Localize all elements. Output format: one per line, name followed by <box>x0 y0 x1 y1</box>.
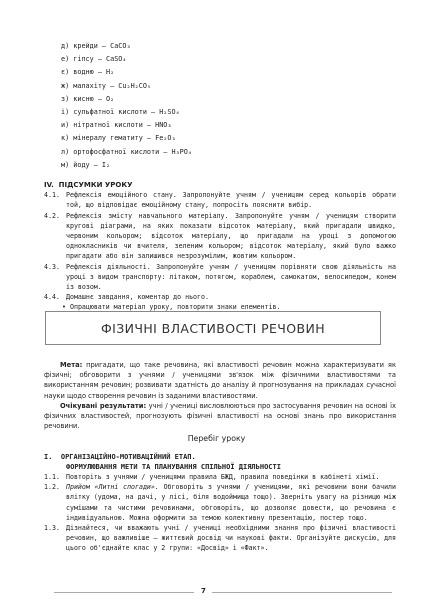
section-heading: IV. ПІДСУМКИ УРОКУ <box>44 181 133 189</box>
lesson-goals <box>44 360 396 431</box>
results-paragraph: Очікувані результати: учні / учениці висловлюються про застосування речовин на основі їх фізичних властивостей, прогнозують фізичні властивості на основі знань про використання речовини. <box>44 401 396 431</box>
lesson-course-heading: Перебіг уроку <box>187 434 246 443</box>
list-item: л) ортофосфатної кислоти — H₃PO₄ <box>61 147 192 156</box>
page-footer <box>0 587 433 597</box>
section-summary <box>44 180 396 313</box>
bullet-item: • Опрацювати матеріал уроку, повторити знаки елементів. <box>44 302 396 312</box>
list-item: 4.4. Домашнє завдання, коментар до нього. <box>44 293 209 302</box>
list-item: 4.3. Рефлексія діяльності. Запропонуйте учням / ученицям порівняти свою діяльність на уроці з видом транспорту: літаком, потягом, кораблем, самокатом, велосипедом, конем із возом. <box>44 262 396 292</box>
section-organization <box>44 452 396 554</box>
list-item: 1.1. Повторіть з учнями / ученицями правила БЖД, правила поведінки в кабінеті хімії. <box>44 473 380 481</box>
list-item: є) водню — H₂ <box>61 68 115 77</box>
footer-rule-left <box>54 592 194 593</box>
list-item: з) кисню — O₂ <box>61 94 115 103</box>
list-item: д) крейди — CaCO₃ <box>61 42 131 50</box>
list-item: 4.2. Рефлексія змісту навчального матеріалу. Запропонуйте учням / ученицям створити кругові діаграми, на яких показати відсоток матеріалу, який пригадали швидко, червоним кольором; відсоток матеріалу, що пригадали на уроці з допомогою однокласників чи вчителя, зеленим кольором; відсоток матеріалу, який було важко пригадати або він залишився незрозумілим, жовтим кольором. <box>44 211 396 261</box>
list-item: 1.2. Прийом «Литні спогади». Обговоріть з учнями / ученицями, які речовини вони бачили влітку (удома, на дачі, у лісі, біля водоймища тощо). Зверніть увагу на різницю між сумішами та чистими речовинами, обговоріть, що дозволяє довести, що речовина є індивідуальною. Можна оформити за темою колективну презентацію, постер тощо. <box>44 483 396 522</box>
list-item: і) сульфатної кислоти — H₂SO₄ <box>61 108 180 117</box>
topic-title: ФІЗИЧНІ ВЛАСТИВОСТІ РЕЧОВИН <box>100 320 326 336</box>
section-heading: I. ОРГАНІЗАЦІЙНО-МОТИВАЦІЙНИЙ ЕТАП. <box>44 453 196 461</box>
list-item: к) мінералу гематиту — Fe₂O₃ <box>61 134 176 143</box>
page-number: 7 <box>201 587 206 595</box>
list-item: м) йоду — I₂ <box>61 160 111 169</box>
list-item: 4.1. Рефлексія емоційного стану. Запропонуйте учням / ученицям серед кольорів обрати той, що відповідає емоційному стану, попросіть пояснити вибір. <box>44 191 396 210</box>
list-item: 1.3. Дізнайтеся, чи вважають учні / учениці необхідними знання про фізичні властивості речовин, що важливіше — життєвий досвід чи наукові факти. Організуйте дискусію, для цього об'єднайте клас у 2 групи: «Досвід» і «Факт». <box>44 524 396 553</box>
goal-paragraph: Мета: пригадати, що таке речовина, які властивості речовин можна характеризувати як фізичні; обговорити з учнями / ученицями зв'язок між фізичними властивостями та використанням речовин; розвивати здатність до аналізу й прогнозування на прикладах сучасної науки щодо створення речовин із заданими властивостями. <box>44 361 396 400</box>
topic-title-box <box>45 311 381 345</box>
formula-list <box>61 40 401 172</box>
footer-rule-right <box>212 592 392 593</box>
list-item: ж) малахіту — Cu₂H₂CO₅ <box>61 81 152 90</box>
list-item: и) нітратної кислоти — HNO₃ <box>61 121 172 130</box>
section-subheading: ФОРМУЛЮВАННЯ МЕТИ ТА ПЛАНУВАННЯ СПІЛЬНОЇ ДІЯЛЬНОСТІ <box>66 463 281 471</box>
list-item: е) гіпсу — CaSO₄ <box>61 55 127 64</box>
